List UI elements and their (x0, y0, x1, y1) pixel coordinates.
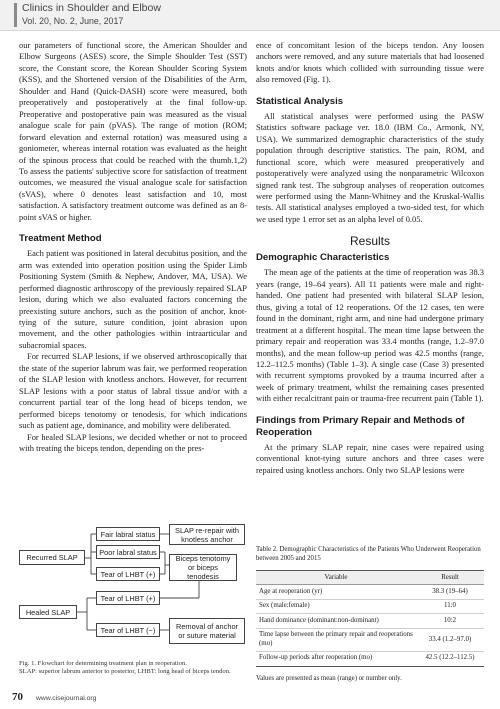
paragraph-findings: At the primary SLAP repair, nine cases were repaired using conventional knot-tying suture anchors and three cases were repaired using knotless anchors. Only two SLAP lesions were (256, 441, 484, 475)
table-caption: Table 2. Demographic Characteristics of the Patients Who Underwent Reoperation between 2005 and 2015 (256, 546, 481, 562)
box-tear-lhbt-minus: Tear of LHBT (−) (96, 623, 160, 637)
table-header-variable: Variable (256, 571, 416, 585)
box-recurred-slap: Recurred SLAP (19, 550, 85, 565)
journal-header (0, 0, 500, 31)
table-row (256, 614, 484, 629)
journal-url: www.cisejournal.org (36, 695, 97, 702)
paragraph-anchor-removal: ence of concomitant lesion of the biceps tendon. Any loosen anchors were removed, and any suture materials that had loosened knots and/or knots which collided with surrounding tissue were also removed (Fig. 1). (256, 40, 484, 85)
flowchart-figure (19, 524, 247, 652)
heading-statistical-analysis: Statistical Analysis (256, 95, 344, 107)
box-poor-labral: Poor labral status (96, 545, 160, 559)
page-number: 70 (12, 691, 23, 703)
figure-caption-abbrev: SLAP: superior labrum anterior to posterior, LHBT: long head of biceps tendon. (19, 668, 231, 676)
table-cell-result: 11:0 (416, 599, 484, 614)
table-cell-result: 38.3 (19–64) (416, 585, 484, 600)
box-fair-labral: Fair labral status (96, 527, 160, 541)
box-biceps-tenotomy: Biceps tenotomy or biceps tenodesis (169, 554, 237, 581)
table-cell-result: 42.5 (12.2–112.5) (416, 651, 484, 666)
box-healed-slap: Healed SLAP (19, 605, 77, 619)
box-removal-anchor: Removal of anchor or suture material (169, 618, 245, 644)
table-cell-variable: Sex (male:female) (256, 599, 416, 614)
table-cell-variable: Time lapse between the primary repair and reoperations (mo) (256, 628, 416, 651)
table-row (256, 585, 484, 600)
heading-demographic: Demographic Characteristics (256, 252, 390, 264)
paragraph-outcome-measures: our parameters of functional score, the American Shoulder and Elbow Surgeons (ASES) score, the Simple Shoulder Test (SST) score, the Constant score, the Korean Shoulder Scoring System (KSS), and the Shortened version of the Disabilities of the Arm, Shoulder and Hand (Quick-DASH) score were measured, both preoperatively and postoperatively at the final follow-up. Preoperative and postoperative pain was measured as the visual analogue scale for pain (pVAS). The range of motion (ROM; forward elevation and external rotation) was measured using a goniometer, whereas internal rotation was evaluated as the height of the spinous process that could be reached with the thumb.1,2) To assess the patients' subjective score for satisfaction of treatment outcomes, we measured the visual analogue scale for satisfaction (sVAS), where 0 denotes least satisfaction and 10, most satisfaction. A satisfactory treatment outcome was defined as an 8-point sVAS or higher. (19, 40, 247, 222)
box-tear-lhbt-plus-1: Tear of LHBT (+) (96, 567, 160, 581)
header-accent-bar (14, 3, 17, 27)
table-cell-variable: Age at reoperation (yr) (256, 585, 416, 600)
table-cell-variable: Hand dominance (dominant:non-dominant) (256, 614, 416, 629)
table-header-result: Result (416, 571, 484, 585)
paragraph-statistics: All statistical analyses were performed using the PASW Statistics software package ver. 18.0 (IBM Co., Armonk, NY, USA). We summarized demographic characteristics of the study population through descriptive statistics. The pain, ROM, and functional score, which were measured preoperatively and postoperatively were analyzed using the nonparametric Wilcoxon signed rank test. The subgroup analyses of reoperation outcomes were performed using the Mann-Whitney and the Kruskal-Wallis tests. All statistical analyses employed a two-sided test, for which we used type 1 error set as an alpha level of 0.05. (256, 110, 484, 224)
table-cell-result: 33.4 (1.2–97.0) (416, 628, 484, 651)
journal-name: Clinics in Shoulder and Elbow (22, 2, 161, 14)
paragraph-demographic: The mean age of the patients at the time of reoperation was 38.3 years (range, 19–64 years). All 11 patients were male and right-handed. One patient had presented with bilateral SLAP lesion, thus, giving a total of 12 reoperations. Of the 12 cases, ten were found in the dominant, right arm, and nine had undergone primary treatment at a different hospital. The mean time lapse between the primary repair and reoperation was 33.4 months (range, 1.2–97.0 months), and the mean follow-up period was 42.5 months (range, 12.2–112.5 months) (Table 1–3). A single case (Case 3) presented with recurrent symptoms provoked by a trauma incurred after a week of primary treatment, whilst the remaining cases presented with either recalcitrant pain or trauma-free recurrent pain (Table 1). (256, 267, 484, 404)
table-row (256, 599, 484, 614)
demographics-table (256, 570, 484, 667)
paragraph-healed-slap: For healed SLAP lesions, we decided whether or not to proceed with treating the biceps tendon, depending on the pres- (19, 431, 247, 453)
table-cell-variable: Follow-up periods after reoperation (mo) (256, 651, 416, 666)
box-tear-lhbt-plus-2: Tear of LHBT (+) (96, 591, 160, 605)
box-slap-re-repair: SLAP re-repair with knotless anchor (169, 524, 245, 545)
heading-findings: Findings from Primary Repair and Methods of Reoperation (256, 414, 465, 438)
left-column (19, 40, 247, 454)
table-row (256, 651, 484, 666)
right-column (256, 40, 484, 476)
heading-results: Results (349, 234, 390, 249)
table-cell-result: 10:2 (416, 614, 484, 629)
figure-caption (19, 660, 251, 677)
paragraph-positioning: Each patient was positioned in lateral decubitus position, and the arm was extended into operation position using the Spider Limb Positioning System (Smith & Nephew, Andover, MA, USA). We performed diagnostic arthroscopy of the previously repaired SLAP lesion, during which we also evaluated factors concerning the preexisting suture anchors, such as the position of anchor, knot-tying of the suture, suture condition, joint abrasion upon movement, and the other pathologies within intraarticular and subacromial spaces. (19, 248, 247, 350)
figure-caption-title: Fig. 1. Flowchart for determining treatment plan in reoperation. (19, 660, 187, 667)
table-header-row (256, 571, 484, 585)
heading-treatment-method: Treatment Method (19, 233, 102, 245)
table-row (256, 628, 484, 651)
table-footnote: Values are presented as mean (range) or number only. (256, 675, 402, 682)
journal-volume: Vol. 20, No. 2, June, 2017 (22, 16, 124, 26)
paragraph-recurred-slap: For recurred SLAP lesions, if we observed arthroscopically that the state of the superior labrum was fair, we performed reoperation of the SLAP lesion with knotless anchors. However, for recurrent SLAP lesions with a poor status of labral tissue and/or with a concurrent partial tear of the long head of biceps tendon, we performed biceps tenotomy or tenodesis, for which indications such as patient age, dominance, and mobility were deliberated. (19, 351, 247, 431)
